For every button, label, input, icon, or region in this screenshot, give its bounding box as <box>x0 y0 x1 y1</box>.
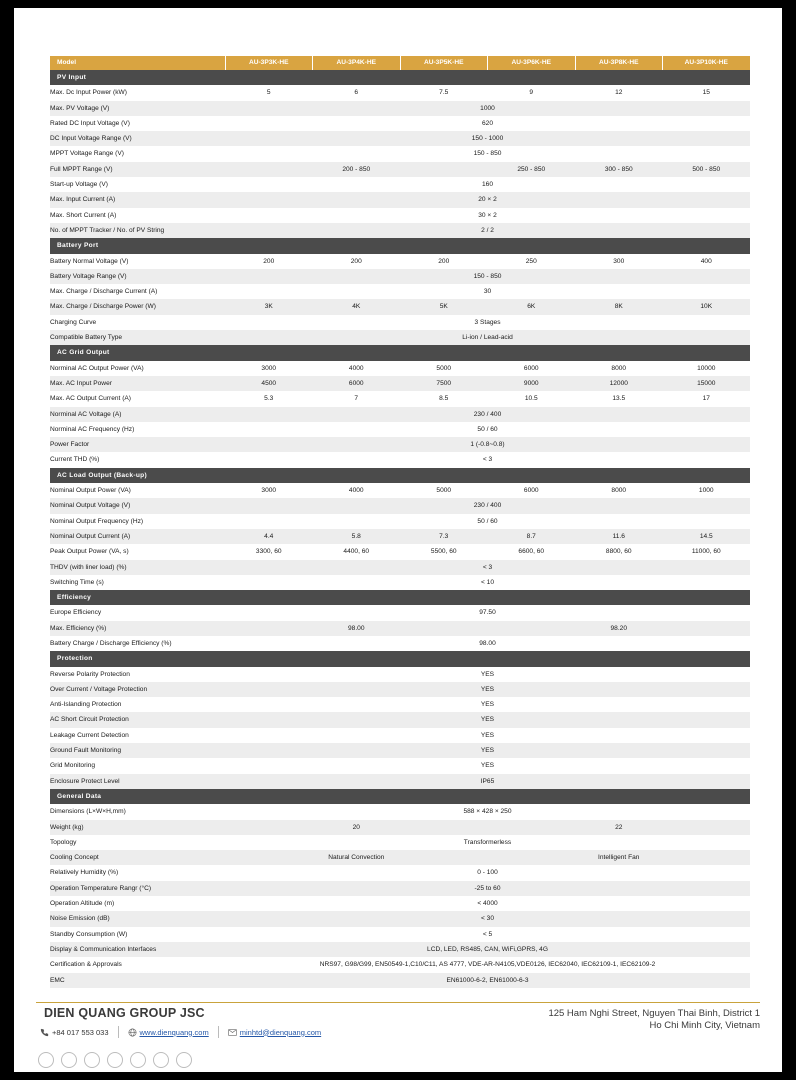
spec-row <box>50 743 750 758</box>
spec-value: Transformerless <box>225 835 750 850</box>
spec-label: Dimensions (L×W×H,mm) <box>50 804 225 819</box>
spec-row <box>50 957 750 972</box>
spec-value: 30 <box>225 284 750 299</box>
spec-value: 6K <box>488 299 576 314</box>
spec-value: 98.00 <box>225 621 488 636</box>
spec-label: Switching Time (s) <box>50 575 225 590</box>
spec-row <box>50 131 750 146</box>
spec-value: 3000 <box>225 483 313 498</box>
address-line-1: 125 Ham Nghi Street, Nguyen Thai Binh, District 1 <box>548 1008 760 1019</box>
spec-value: 400 <box>663 254 751 269</box>
spec-value: 4000 <box>313 361 401 376</box>
spec-row <box>50 621 750 636</box>
spec-row <box>50 452 750 467</box>
spec-label: Noise Emission (dB) <box>50 911 225 926</box>
spec-value: 200 - 850 <box>225 162 488 177</box>
spec-value: < 30 <box>225 911 750 926</box>
spec-label: Current THD (%) <box>50 452 225 467</box>
header-model-5: AU-3P8K-HE <box>575 56 663 70</box>
website-item[interactable] <box>128 1028 209 1037</box>
spec-value: < 3 <box>225 560 750 575</box>
spec-label: Certification & Approvals <box>50 957 225 972</box>
spec-label: AC Short Circuit Protection <box>50 712 225 727</box>
spec-row <box>50 391 750 406</box>
spec-label: Battery Voltage Range (V) <box>50 269 225 284</box>
spec-value: 10.5 <box>488 391 576 406</box>
spec-value: 20 × 2 <box>225 192 750 207</box>
globe-icon <box>128 1028 137 1037</box>
contact-separator-1 <box>118 1026 119 1038</box>
spec-label: Nominal Output Current (A) <box>50 529 225 544</box>
page-footer <box>14 1000 782 1072</box>
spec-row <box>50 712 750 727</box>
spec-value: 15000 <box>663 376 751 391</box>
email-item[interactable] <box>228 1028 321 1037</box>
spec-label: Rated DC Input Voltage (V) <box>50 116 225 131</box>
spec-row <box>50 605 750 620</box>
spec-value: 50 / 60 <box>225 514 750 529</box>
spec-label: Max. AC Input Power <box>50 376 225 391</box>
spec-value: 3000 <box>225 361 313 376</box>
spec-value: YES <box>225 728 750 743</box>
spec-value: 4400, 60 <box>313 544 401 559</box>
spec-value: 7 <box>313 391 401 406</box>
spec-row <box>50 315 750 330</box>
spec-label: Over Current / Voltage Protection <box>50 682 225 697</box>
spec-row <box>50 361 750 376</box>
spec-row <box>50 498 750 513</box>
tiktok-icon[interactable] <box>176 1052 192 1068</box>
spec-row <box>50 208 750 223</box>
spec-value: 8800, 60 <box>575 544 663 559</box>
spec-label: Operation Temperature Rangr (°C) <box>50 881 225 896</box>
spec-label: Norminal AC Output Power (VA) <box>50 361 225 376</box>
spec-label: Weight (kg) <box>50 820 225 835</box>
spec-value: 200 <box>313 254 401 269</box>
section-header-row <box>50 590 750 605</box>
spec-value: 200 <box>400 254 488 269</box>
spec-value: 4500 <box>225 376 313 391</box>
spec-row <box>50 697 750 712</box>
spec-value: 5K <box>400 299 488 314</box>
header-model-4: AU-3P6K-HE <box>488 56 576 70</box>
section-header-row <box>50 238 750 253</box>
spec-value: 12000 <box>575 376 663 391</box>
spec-label: Nominal Output Power (VA) <box>50 483 225 498</box>
spec-label: Max. Charge / Discharge Current (A) <box>50 284 225 299</box>
spec-value: 1000 <box>663 483 751 498</box>
spec-value: 3300, 60 <box>225 544 313 559</box>
spec-value: 5000 <box>400 483 488 498</box>
spec-value: 4.4 <box>225 529 313 544</box>
header-model-1: AU-3P3K-HE <box>225 56 313 70</box>
spec-value: 5 <box>225 85 313 100</box>
section-title: Efficiency <box>50 590 750 605</box>
spec-value: Intelligent Fan <box>488 850 751 865</box>
spec-label: Charging Curve <box>50 315 225 330</box>
spec-value: 1 (-0.8~0.8) <box>225 437 750 452</box>
spec-value: 150 - 850 <box>225 146 750 161</box>
spec-value: 7500 <box>400 376 488 391</box>
spec-value: 250 <box>488 254 576 269</box>
spec-label: Nominal Output Voltage (V) <box>50 498 225 513</box>
table-header-row <box>50 56 750 70</box>
linkedin-icon[interactable] <box>130 1052 146 1068</box>
spec-value: 230 / 400 <box>225 498 750 513</box>
section-title: AC Grid Output <box>50 345 750 360</box>
spec-value: 150 - 1000 <box>225 131 750 146</box>
spec-value: < 10 <box>225 575 750 590</box>
spec-value: YES <box>225 758 750 773</box>
section-header-row <box>50 789 750 804</box>
spec-row <box>50 850 750 865</box>
spec-row <box>50 116 750 131</box>
spec-value: 5000 <box>400 361 488 376</box>
spec-row <box>50 911 750 926</box>
company-name: DIEN QUANG GROUP JSC <box>44 1006 205 1020</box>
spec-row <box>50 299 750 314</box>
spec-row <box>50 483 750 498</box>
spec-value: 5.3 <box>225 391 313 406</box>
spec-value: 5500, 60 <box>400 544 488 559</box>
spec-label: Standby Consumption (W) <box>50 927 225 942</box>
spec-value: 8000 <box>575 483 663 498</box>
facebook-icon[interactable] <box>38 1052 54 1068</box>
spec-value: 9 <box>488 85 576 100</box>
spec-label: Max. PV Voltage (V) <box>50 101 225 116</box>
contact-row <box>40 1026 321 1038</box>
spec-value: 6000 <box>488 361 576 376</box>
spec-label: Max. AC Output Current (A) <box>50 391 225 406</box>
spec-value: 97.50 <box>225 605 750 620</box>
spec-label: Power Factor <box>50 437 225 452</box>
spec-value: 17 <box>663 391 751 406</box>
spec-label: Max. Input Current (A) <box>50 192 225 207</box>
spec-label: Display & Communication Interfaces <box>50 942 225 957</box>
spec-value: 20 <box>225 820 488 835</box>
twitter-icon[interactable] <box>153 1052 169 1068</box>
spec-row <box>50 101 750 116</box>
spec-value: -25 to 60 <box>225 881 750 896</box>
phone-number: +84 017 553 033 <box>52 1027 109 1037</box>
footer-divider <box>36 1002 760 1003</box>
spec-value: YES <box>225 712 750 727</box>
spec-label: Reverse Polarity Protection <box>50 667 225 682</box>
spec-row <box>50 330 750 345</box>
spec-label: Norminal AC Frequency (Hz) <box>50 422 225 437</box>
spec-label: Operation Altitude (m) <box>50 896 225 911</box>
spec-value: 14.5 <box>663 529 751 544</box>
spec-label: Start-up Voltage (V) <box>50 177 225 192</box>
spec-row <box>50 774 750 789</box>
spec-value: 8000 <box>575 361 663 376</box>
spec-label: Compatible Battery Type <box>50 330 225 345</box>
spec-label: Ground Fault Monitoring <box>50 743 225 758</box>
section-title: PV Input <box>50 70 750 85</box>
spec-label: EMC <box>50 973 225 988</box>
spec-value: < 4000 <box>225 896 750 911</box>
spec-label: Grid Monitoring <box>50 758 225 773</box>
spec-value: 7.5 <box>400 85 488 100</box>
spec-row <box>50 544 750 559</box>
header-model-3: AU-3P5K-HE <box>400 56 488 70</box>
spec-value: 11000, 60 <box>663 544 751 559</box>
spec-row <box>50 192 750 207</box>
spec-value: 10000 <box>663 361 751 376</box>
spec-value: 160 <box>225 177 750 192</box>
spec-value: 4000 <box>313 483 401 498</box>
spec-value: YES <box>225 697 750 712</box>
spec-label: Enclosure Protect Level <box>50 774 225 789</box>
spec-label: Max. Efficiency (%) <box>50 621 225 636</box>
spec-row <box>50 407 750 422</box>
social-icons <box>38 1052 192 1068</box>
spec-value: 300 - 850 <box>575 162 663 177</box>
spec-value: 11.6 <box>575 529 663 544</box>
spec-row <box>50 514 750 529</box>
spec-value: EN61000-6-2, EN61000-6-3 <box>225 973 750 988</box>
spec-value: 3K <box>225 299 313 314</box>
spec-row <box>50 575 750 590</box>
spec-value: < 3 <box>225 452 750 467</box>
section-title: AC Load Output (Back-up) <box>50 468 750 483</box>
spec-value: NRS97, G98/G99, EN50549-1,C10/C11, AS 4777, VDE-AR-N4105,VDE0126, IEC62040, IEC62109-1, IEC62109-2 <box>225 957 750 972</box>
spec-row <box>50 973 750 988</box>
spec-row <box>50 85 750 100</box>
spec-row <box>50 758 750 773</box>
spec-row <box>50 820 750 835</box>
spec-row <box>50 223 750 238</box>
spec-value: 8K <box>575 299 663 314</box>
spec-row <box>50 269 750 284</box>
spec-row <box>50 865 750 880</box>
spec-row <box>50 162 750 177</box>
spec-label: Max. Short Current (A) <box>50 208 225 223</box>
spec-value: 13.5 <box>575 391 663 406</box>
spec-value: 15 <box>663 85 751 100</box>
spec-label: No. of MPPT Tracker / No. of PV String <box>50 223 225 238</box>
spec-label: Nominal Output Frequency (Hz) <box>50 514 225 529</box>
spec-label: Peak Output Power (VA, s) <box>50 544 225 559</box>
specifications-table <box>50 56 751 988</box>
spec-value: 98.20 <box>488 621 751 636</box>
section-header-row <box>50 345 750 360</box>
spec-value: 2 / 2 <box>225 223 750 238</box>
spec-row <box>50 896 750 911</box>
spec-label: Norminal AC Voltage (A) <box>50 407 225 422</box>
spec-value: 9000 <box>488 376 576 391</box>
spec-row <box>50 835 750 850</box>
section-header-row <box>50 651 750 666</box>
spec-label: Topology <box>50 835 225 850</box>
email-link[interactable]: minhtd@dienquang.com <box>239 1027 322 1037</box>
spec-row <box>50 667 750 682</box>
spec-value: 5.8 <box>313 529 401 544</box>
spec-label: Anti-Islanding Protection <box>50 697 225 712</box>
section-title: General Data <box>50 789 750 804</box>
spec-value: 200 <box>225 254 313 269</box>
website-link[interactable]: www.dienquang.com <box>139 1027 209 1037</box>
spec-label: Relatively Humidity (%) <box>50 865 225 880</box>
spec-row <box>50 529 750 544</box>
header-model-2: AU-3P4K-HE <box>313 56 401 70</box>
spec-value: 150 - 850 <box>225 269 750 284</box>
spec-value: 0 - 100 <box>225 865 750 880</box>
spec-value: 620 <box>225 116 750 131</box>
datasheet-page <box>14 8 782 1072</box>
company-address <box>548 1008 760 1032</box>
spec-value: 8.7 <box>488 529 576 544</box>
spec-label: Battery Normal Voltage (V) <box>50 254 225 269</box>
spec-value: 50 / 60 <box>225 422 750 437</box>
phone-item <box>40 1028 109 1037</box>
spec-row <box>50 881 750 896</box>
spec-value: 12 <box>575 85 663 100</box>
spec-label: THDV (with liner load) (%) <box>50 560 225 575</box>
specification-sheet <box>50 56 750 988</box>
spec-label: Cooling Concept <box>50 850 225 865</box>
spec-value: 10K <box>663 299 751 314</box>
spec-row <box>50 804 750 819</box>
spec-label: Max. Charge / Discharge Power (W) <box>50 299 225 314</box>
spec-value: 588 × 428 × 250 <box>225 804 750 819</box>
spec-value: YES <box>225 667 750 682</box>
spec-row <box>50 146 750 161</box>
spec-label: Battery Charge / Discharge Efficiency (%) <box>50 636 225 651</box>
spec-row <box>50 422 750 437</box>
spec-value: 300 <box>575 254 663 269</box>
spec-row <box>50 254 750 269</box>
spec-row <box>50 927 750 942</box>
spec-value: 3 Stages <box>225 315 750 330</box>
section-header-row <box>50 468 750 483</box>
spec-value: 6000 <box>313 376 401 391</box>
section-title: Protection <box>50 651 750 666</box>
spec-value: Li-ion / Lead-acid <box>225 330 750 345</box>
spec-row <box>50 728 750 743</box>
spec-value: 6 <box>313 85 401 100</box>
spec-value: 250 - 850 <box>488 162 576 177</box>
header-model-label: Model <box>50 56 225 70</box>
section-title: Battery Port <box>50 238 750 253</box>
spec-label: Max. Dc Input Power (kW) <box>50 85 225 100</box>
spec-row <box>50 177 750 192</box>
spec-value: 6600, 60 <box>488 544 576 559</box>
spec-value: 6000 <box>488 483 576 498</box>
spec-value: 4K <box>313 299 401 314</box>
spec-value: 98.00 <box>225 636 750 651</box>
spec-row <box>50 682 750 697</box>
spec-value: Natural Convection <box>225 850 488 865</box>
section-header-row <box>50 70 750 85</box>
spec-label: Full MPPT Range (V) <box>50 162 225 177</box>
spec-value: 22 <box>488 820 751 835</box>
header-model-6: AU-3P10K-HE <box>663 56 751 70</box>
address-line-2: Ho Chi Minh City, Vietnam <box>649 1020 760 1031</box>
youtube-icon[interactable] <box>61 1052 77 1068</box>
zalo-icon[interactable] <box>84 1052 100 1068</box>
spec-row <box>50 437 750 452</box>
spec-value: 500 - 850 <box>663 162 751 177</box>
spec-row <box>50 942 750 957</box>
spec-value: YES <box>225 682 750 697</box>
spec-row <box>50 560 750 575</box>
spec-row <box>50 636 750 651</box>
spec-value: 1000 <box>225 101 750 116</box>
spec-value: IP65 <box>225 774 750 789</box>
spec-label: MPPT Voltage Range (V) <box>50 146 225 161</box>
spec-value: LCD, LED, RS485, CAN, WiFi,GPRS, 4G <box>225 942 750 957</box>
spec-value: 230 / 400 <box>225 407 750 422</box>
spec-value: YES <box>225 743 750 758</box>
spec-label: DC Input Voltage Range (V) <box>50 131 225 146</box>
mail-icon <box>228 1028 237 1037</box>
phone-icon <box>40 1028 49 1037</box>
spec-value: 30 × 2 <box>225 208 750 223</box>
spec-value: 7.3 <box>400 529 488 544</box>
spec-row <box>50 284 750 299</box>
spec-value: 8.5 <box>400 391 488 406</box>
instagram-icon[interactable] <box>107 1052 123 1068</box>
spec-row <box>50 376 750 391</box>
spec-label: Europe Efficiency <box>50 605 225 620</box>
spec-value: < 5 <box>225 927 750 942</box>
contact-separator-2 <box>218 1026 219 1038</box>
spec-label: Leakage Current Detection <box>50 728 225 743</box>
